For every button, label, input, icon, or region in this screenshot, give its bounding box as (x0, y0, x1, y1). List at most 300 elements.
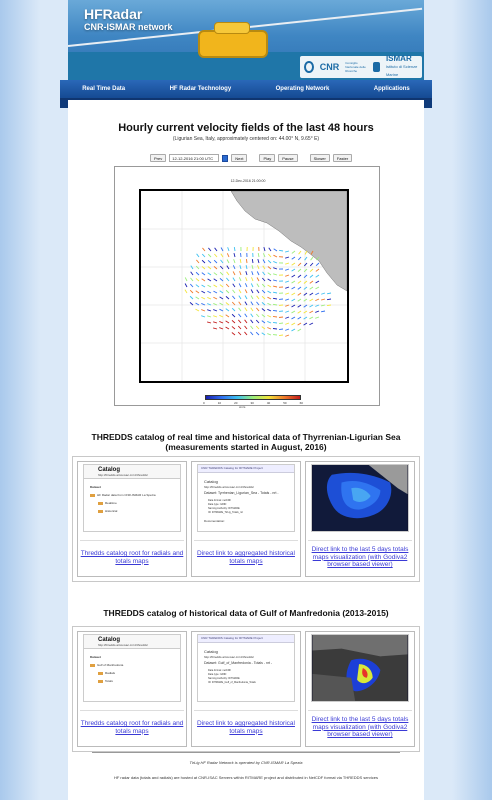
godiva-viewer-link[interactable]: Direct link to the last 5 days totals maps visualization (with Godiva2 browser based viewer) (311, 716, 409, 739)
current-vector (201, 297, 205, 299)
current-vector (226, 321, 229, 323)
current-vector (267, 309, 271, 311)
current-vector (311, 257, 313, 260)
current-vector (227, 260, 229, 263)
thumb-url: http://thredds.artov.isac.cnr.it/thredds/ (98, 473, 148, 477)
cnr-logo-icon (304, 61, 314, 73)
current-vector (190, 284, 193, 287)
current-vector (256, 332, 259, 335)
catalog-card (77, 631, 187, 747)
current-vector (207, 322, 211, 323)
radar-buoy-top-image (214, 22, 250, 34)
current-vector (208, 273, 211, 275)
current-vector (298, 275, 301, 278)
ismar-logo-icon (373, 62, 380, 72)
current-vector (315, 287, 319, 289)
current-vector (240, 265, 241, 269)
current-vector (227, 272, 229, 275)
current-vector (246, 271, 247, 275)
current-vector (202, 248, 205, 251)
link-box (80, 710, 184, 744)
current-vector (262, 308, 265, 311)
current-vector (201, 310, 205, 311)
current-vector (238, 320, 241, 323)
colorbar-ticks (203, 401, 303, 405)
current-vector (245, 320, 247, 323)
current-vector (257, 290, 259, 293)
current-vector (298, 317, 301, 319)
current-vector (310, 281, 313, 283)
current-vector (240, 271, 241, 275)
thumb-row (98, 679, 113, 683)
animation-controls (150, 154, 352, 162)
logo-title: HFRadar (84, 6, 143, 22)
link-box (308, 710, 412, 744)
current-vector (227, 253, 229, 257)
current-vector (285, 323, 289, 324)
current-vector (191, 272, 193, 275)
current-vector (315, 311, 319, 312)
current-vector (221, 254, 223, 257)
current-vector (232, 308, 235, 311)
current-vector (298, 305, 301, 307)
catalog-card (305, 461, 415, 577)
current-vector (304, 275, 307, 278)
current-vector (220, 297, 223, 299)
current-vector (316, 269, 319, 271)
current-vector (273, 322, 277, 323)
current-vector (291, 323, 295, 325)
thumb-row: Data format: netCDF (208, 499, 232, 502)
current-vector (309, 317, 313, 319)
godiva-map-thumbnail[interactable] (311, 634, 409, 702)
header-banner (68, 0, 424, 80)
current-vector (226, 284, 229, 287)
current-vector (251, 283, 253, 287)
current-vector (239, 283, 241, 287)
current-vector (256, 314, 259, 317)
section-title-manfredonia: THREDDS catalog of historical data of Gulf of Manfredonia (2013-2015) (103, 608, 389, 618)
current-vector (292, 311, 295, 313)
map-timestamp: 12-Dec-2016 21:00:00 (230, 179, 266, 183)
catalog-cards-manfredonia (72, 626, 420, 752)
nav-real-time-data[interactable]: Real Time Data (82, 86, 126, 92)
current-vector (245, 308, 247, 311)
folder-icon (98, 502, 103, 505)
thumb-row-text: Realtime (105, 501, 117, 505)
current-vector (285, 281, 289, 282)
dataset-thumbnail[interactable] (197, 464, 295, 532)
radar-buoy-image (198, 30, 268, 58)
current-vector (262, 278, 265, 281)
current-vector (234, 247, 235, 251)
current-vector (305, 251, 307, 254)
godiva-viewer-link[interactable]: Direct link to the last 5 days totals maps visualization (with Godiva2 browser based viewer) (311, 546, 409, 569)
current-vector (262, 284, 265, 287)
current-vector (285, 311, 289, 312)
link-box (308, 540, 412, 574)
current-vector (267, 291, 271, 293)
site-logo[interactable] (84, 8, 173, 34)
current-vector (315, 299, 319, 301)
current-vector (245, 296, 247, 299)
current-vector (226, 315, 229, 317)
current-vector (292, 299, 295, 301)
current-vector (239, 290, 241, 293)
thumb-row: Data type: GRID (208, 673, 227, 676)
current-vector (316, 281, 319, 283)
land-mass (231, 191, 347, 291)
current-vector (238, 332, 241, 335)
thumb-row: ID: RITMARE_Gulf_of_Manfredonia_Totals (208, 681, 256, 684)
play-button[interactable]: Play (259, 154, 275, 162)
nav-operating-network[interactable]: Operating Network (275, 86, 330, 92)
current-vector (232, 314, 235, 317)
current-vector (262, 327, 265, 329)
map-plot-area (139, 189, 349, 383)
current-vector (292, 305, 295, 307)
current-vector (310, 305, 313, 307)
footer-operator-text: TirLig HF Radar Network is operated by CNR-ISMAR La Spezia (189, 760, 303, 765)
folder-icon (98, 672, 103, 675)
thumb-url: http://thredds.artov.isac.cnr.it/thredds/ (98, 643, 148, 647)
current-vector (267, 321, 271, 323)
current-vector (321, 311, 325, 312)
current-vector (232, 296, 235, 299)
current-vector (279, 329, 283, 330)
current-vector (279, 335, 283, 336)
current-vector (246, 265, 247, 269)
current-vector (273, 316, 277, 317)
current-vector (273, 298, 277, 299)
logo-subtitle: CNR-ISMAR network (84, 22, 173, 32)
colorbar-unit: cm/s (239, 405, 246, 409)
current-vector (207, 316, 211, 317)
current-vector (279, 323, 283, 324)
velocity-colorbar (205, 395, 301, 400)
current-vector (262, 315, 265, 317)
current-vector (185, 277, 187, 281)
current-vector (220, 285, 223, 287)
ismar-sub-label: Istituto di Scienze Marine (385, 64, 418, 77)
current-vector (268, 260, 271, 263)
current-vector (279, 250, 283, 251)
current-vector (316, 275, 319, 277)
cnr-sub-label: Consiglio Nazionale delle Ricerche (345, 61, 366, 73)
current-velocity-map (114, 166, 380, 409)
current-vector (196, 260, 199, 263)
current-vector (298, 263, 301, 266)
current-vector (321, 299, 325, 300)
thumb-row (98, 671, 115, 675)
current-vector (310, 269, 313, 272)
current-vector (285, 299, 289, 300)
current-vector (245, 326, 247, 329)
current-vector (299, 251, 301, 254)
footer-divider (92, 752, 400, 753)
current-vector (201, 316, 205, 317)
current-vector (262, 296, 265, 299)
current-vector (233, 278, 235, 281)
current-vector (310, 275, 313, 278)
current-vector (226, 278, 229, 281)
page-subtitle: (Ligurian Sea, Italy, approximately centered on: 44.00° N, 9.65° E) (172, 136, 320, 142)
current-vector (327, 293, 331, 294)
current-vector (208, 254, 211, 257)
current-vector (233, 271, 235, 275)
main-content (68, 100, 424, 800)
thumb-row-text: Gulf of Manfredonia (97, 663, 124, 667)
cnr-label: CNR (319, 62, 340, 72)
current-vector (234, 259, 235, 263)
current-vector (239, 296, 241, 299)
current-vector (256, 308, 259, 311)
nav-hf-radar-technology[interactable]: HF Radar Technology (169, 86, 232, 92)
current-vector (292, 257, 295, 259)
current-vector (315, 293, 319, 295)
current-vector (207, 285, 211, 287)
current-vector (310, 263, 313, 266)
aggregated-totals-link[interactable]: Direct link to aggregated historical totals maps (197, 550, 295, 565)
current-vector (304, 317, 307, 319)
current-vector (285, 269, 289, 270)
thumb-row (98, 509, 117, 513)
current-vector (252, 265, 253, 269)
thumb-row: Catalog (204, 479, 218, 484)
folder-icon (90, 664, 95, 667)
current-vector (220, 278, 223, 281)
aggregated-totals-link[interactable]: Direct link to aggregated historical totals maps (197, 720, 295, 735)
current-vector (298, 269, 301, 272)
current-vector (245, 289, 247, 293)
current-vector (220, 303, 223, 305)
current-vector (292, 263, 295, 265)
dataset-thumbnail[interactable] (197, 634, 295, 702)
ismar-label (386, 55, 418, 79)
current-vector (262, 302, 265, 305)
current-vector (304, 281, 307, 284)
catalog-thumbnail[interactable] (83, 634, 181, 702)
pause-button[interactable]: Pause (278, 154, 297, 162)
current-vector (245, 283, 247, 287)
current-vector (220, 266, 223, 269)
catalog-card (191, 631, 301, 747)
current-vector (202, 279, 205, 281)
nav-left-corner (60, 100, 68, 108)
datetime-field[interactable] (169, 154, 219, 162)
thumb-row: Naming Authority: RITMARE (208, 507, 240, 510)
current-vector (273, 274, 277, 275)
thumb-row: http://thredds.artov.isac.cnr.it/thredds/ (204, 655, 254, 659)
faster-button[interactable]: Faster (333, 154, 352, 162)
thumb-row: Dataset: Gulf_of_Manfredonia - Totals - nrt - (204, 661, 273, 665)
thumb-title: Catalog (98, 637, 121, 643)
current-vector (274, 249, 277, 251)
current-vector (214, 254, 217, 257)
current-vector (251, 302, 253, 305)
current-vector (327, 305, 331, 306)
thumb-row: Dataset: Tyrrhenian_Ligurian_Sea - Totals - nrt - (204, 491, 279, 495)
current-vector (267, 327, 271, 329)
current-vector (298, 329, 301, 331)
current-vector (185, 290, 187, 293)
current-vector (292, 281, 295, 283)
current-vector (309, 311, 313, 313)
current-vector (251, 289, 253, 293)
footer-hosting-text: HF radar data (totals and radials) are hosted at CNR-ISAC Servers within RITMARE project and distributed in NetCDF format via THREDDS services (113, 775, 379, 780)
current-vector (226, 327, 229, 329)
current-vector (273, 292, 277, 293)
current-vector (304, 323, 307, 325)
current-vector (267, 334, 271, 335)
current-vector (244, 332, 247, 335)
thumb-row (90, 663, 123, 667)
current-vector (258, 253, 259, 257)
catalog-cards-tirlig (72, 456, 420, 582)
current-vector (268, 279, 271, 281)
current-vector (196, 285, 199, 287)
current-vector (221, 260, 223, 263)
current-vector (285, 257, 289, 258)
current-vector (268, 273, 271, 275)
current-vector (310, 299, 313, 301)
thumb-row: Documentation: (204, 519, 226, 523)
current-vector (214, 279, 217, 281)
current-vector (292, 269, 295, 271)
current-vector (292, 287, 295, 289)
current-vector (257, 302, 259, 305)
godiva-map-thumbnail[interactable] (311, 464, 409, 532)
current-vector (201, 291, 205, 293)
prev-button[interactable]: Prev (150, 154, 166, 162)
current-vector (250, 332, 253, 335)
thumb-row-text: HF Radar data from CNR-ISMAR La Spezia (97, 493, 156, 497)
colorbar-tick: 50 (283, 401, 287, 405)
current-vector (273, 261, 277, 263)
thredds-catalog-root-link[interactable]: Thredds catalog root for radials and totals maps (80, 550, 184, 565)
thredds-catalog-root-link[interactable]: Thredds catalog root for radials and totals maps (80, 720, 184, 735)
current-vector (239, 277, 241, 281)
current-vector (304, 311, 307, 313)
current-vector (269, 248, 271, 251)
slower-button[interactable]: Slower (310, 154, 330, 162)
current-vector (185, 283, 187, 287)
current-vector (321, 293, 325, 294)
colorbar-tick: 30 (250, 401, 254, 405)
current-vector (219, 328, 223, 329)
thumb-row (98, 501, 117, 505)
current-vector (196, 272, 199, 275)
current-vector (304, 293, 307, 295)
current-vector (213, 297, 217, 299)
current-vector (190, 278, 193, 281)
thumb-row: http://thredds.artov.isac.cnr.it/thredds/ (204, 485, 254, 489)
current-vector (292, 317, 295, 319)
next-button[interactable]: Next (231, 154, 247, 162)
current-vector (202, 273, 205, 275)
current-vector (213, 291, 217, 293)
current-vector (190, 290, 193, 293)
current-vector (232, 333, 235, 335)
current-vector (304, 299, 307, 301)
current-vector (208, 279, 211, 281)
current-vector (262, 333, 265, 335)
thumb-row: Naming Authority: RITMARE (208, 677, 240, 680)
current-vector (252, 259, 253, 263)
current-vector (257, 278, 259, 281)
current-vector (327, 299, 331, 300)
catalog-card (77, 461, 187, 577)
thumb-header: CNR THREDDS Catalog for RITMARE Project (198, 635, 294, 643)
current-vector (195, 309, 199, 311)
thumb-row: Catalog (204, 649, 218, 654)
current-vector (292, 275, 295, 277)
current-vector (214, 273, 217, 275)
thumb-row: Data type: GRID (208, 503, 227, 506)
current-vector (207, 297, 211, 299)
current-vector (196, 297, 199, 299)
thumb-row: ID: RITMARE_TirLig_Totals_nrt (208, 511, 243, 514)
current-vector (298, 257, 301, 260)
colorbar-tick: 0 (203, 401, 205, 405)
godiva-map-svg (312, 635, 408, 701)
current-vector (285, 293, 289, 294)
thumb-title: Catalog (98, 467, 121, 473)
page-title: Hourly current velocity fields of the last 48 hours (118, 122, 374, 134)
current-vectors (185, 247, 331, 336)
current-vector (219, 309, 223, 311)
thumb-row: Dataset (90, 485, 101, 489)
current-vector (251, 296, 253, 299)
current-vector (292, 293, 295, 295)
current-vector (190, 302, 193, 305)
partner-logos (300, 56, 422, 78)
current-vector (232, 320, 235, 323)
current-vector (285, 287, 289, 288)
current-vector (298, 287, 301, 289)
current-vector (262, 321, 265, 323)
current-vector (214, 260, 217, 263)
current-vector (202, 285, 205, 287)
current-vector (245, 302, 247, 305)
current-vector (285, 317, 289, 318)
current-vector (304, 305, 307, 307)
catalog-card (191, 461, 301, 577)
current-vector (267, 303, 271, 305)
current-vector (316, 263, 319, 266)
current-vector (256, 326, 259, 329)
current-vector (246, 259, 247, 263)
thumb-row: Data format: netCDF (208, 669, 232, 672)
current-vector (190, 296, 193, 299)
current-vector (213, 310, 217, 311)
current-vector (228, 247, 229, 251)
colorbar-tick: 60 (299, 401, 303, 405)
current-vector (219, 321, 223, 323)
nav-applications[interactable]: Applications (373, 86, 410, 92)
folder-icon (98, 680, 103, 683)
current-vector (298, 293, 301, 295)
current-vector (273, 255, 277, 257)
current-vector (238, 326, 241, 329)
calendar-icon[interactable] (222, 155, 228, 162)
catalog-thumbnail[interactable] (83, 464, 181, 532)
current-vector (258, 259, 259, 263)
current-vector (252, 271, 253, 275)
current-vector (234, 253, 235, 257)
current-vector (285, 335, 289, 336)
link-box (194, 710, 298, 744)
